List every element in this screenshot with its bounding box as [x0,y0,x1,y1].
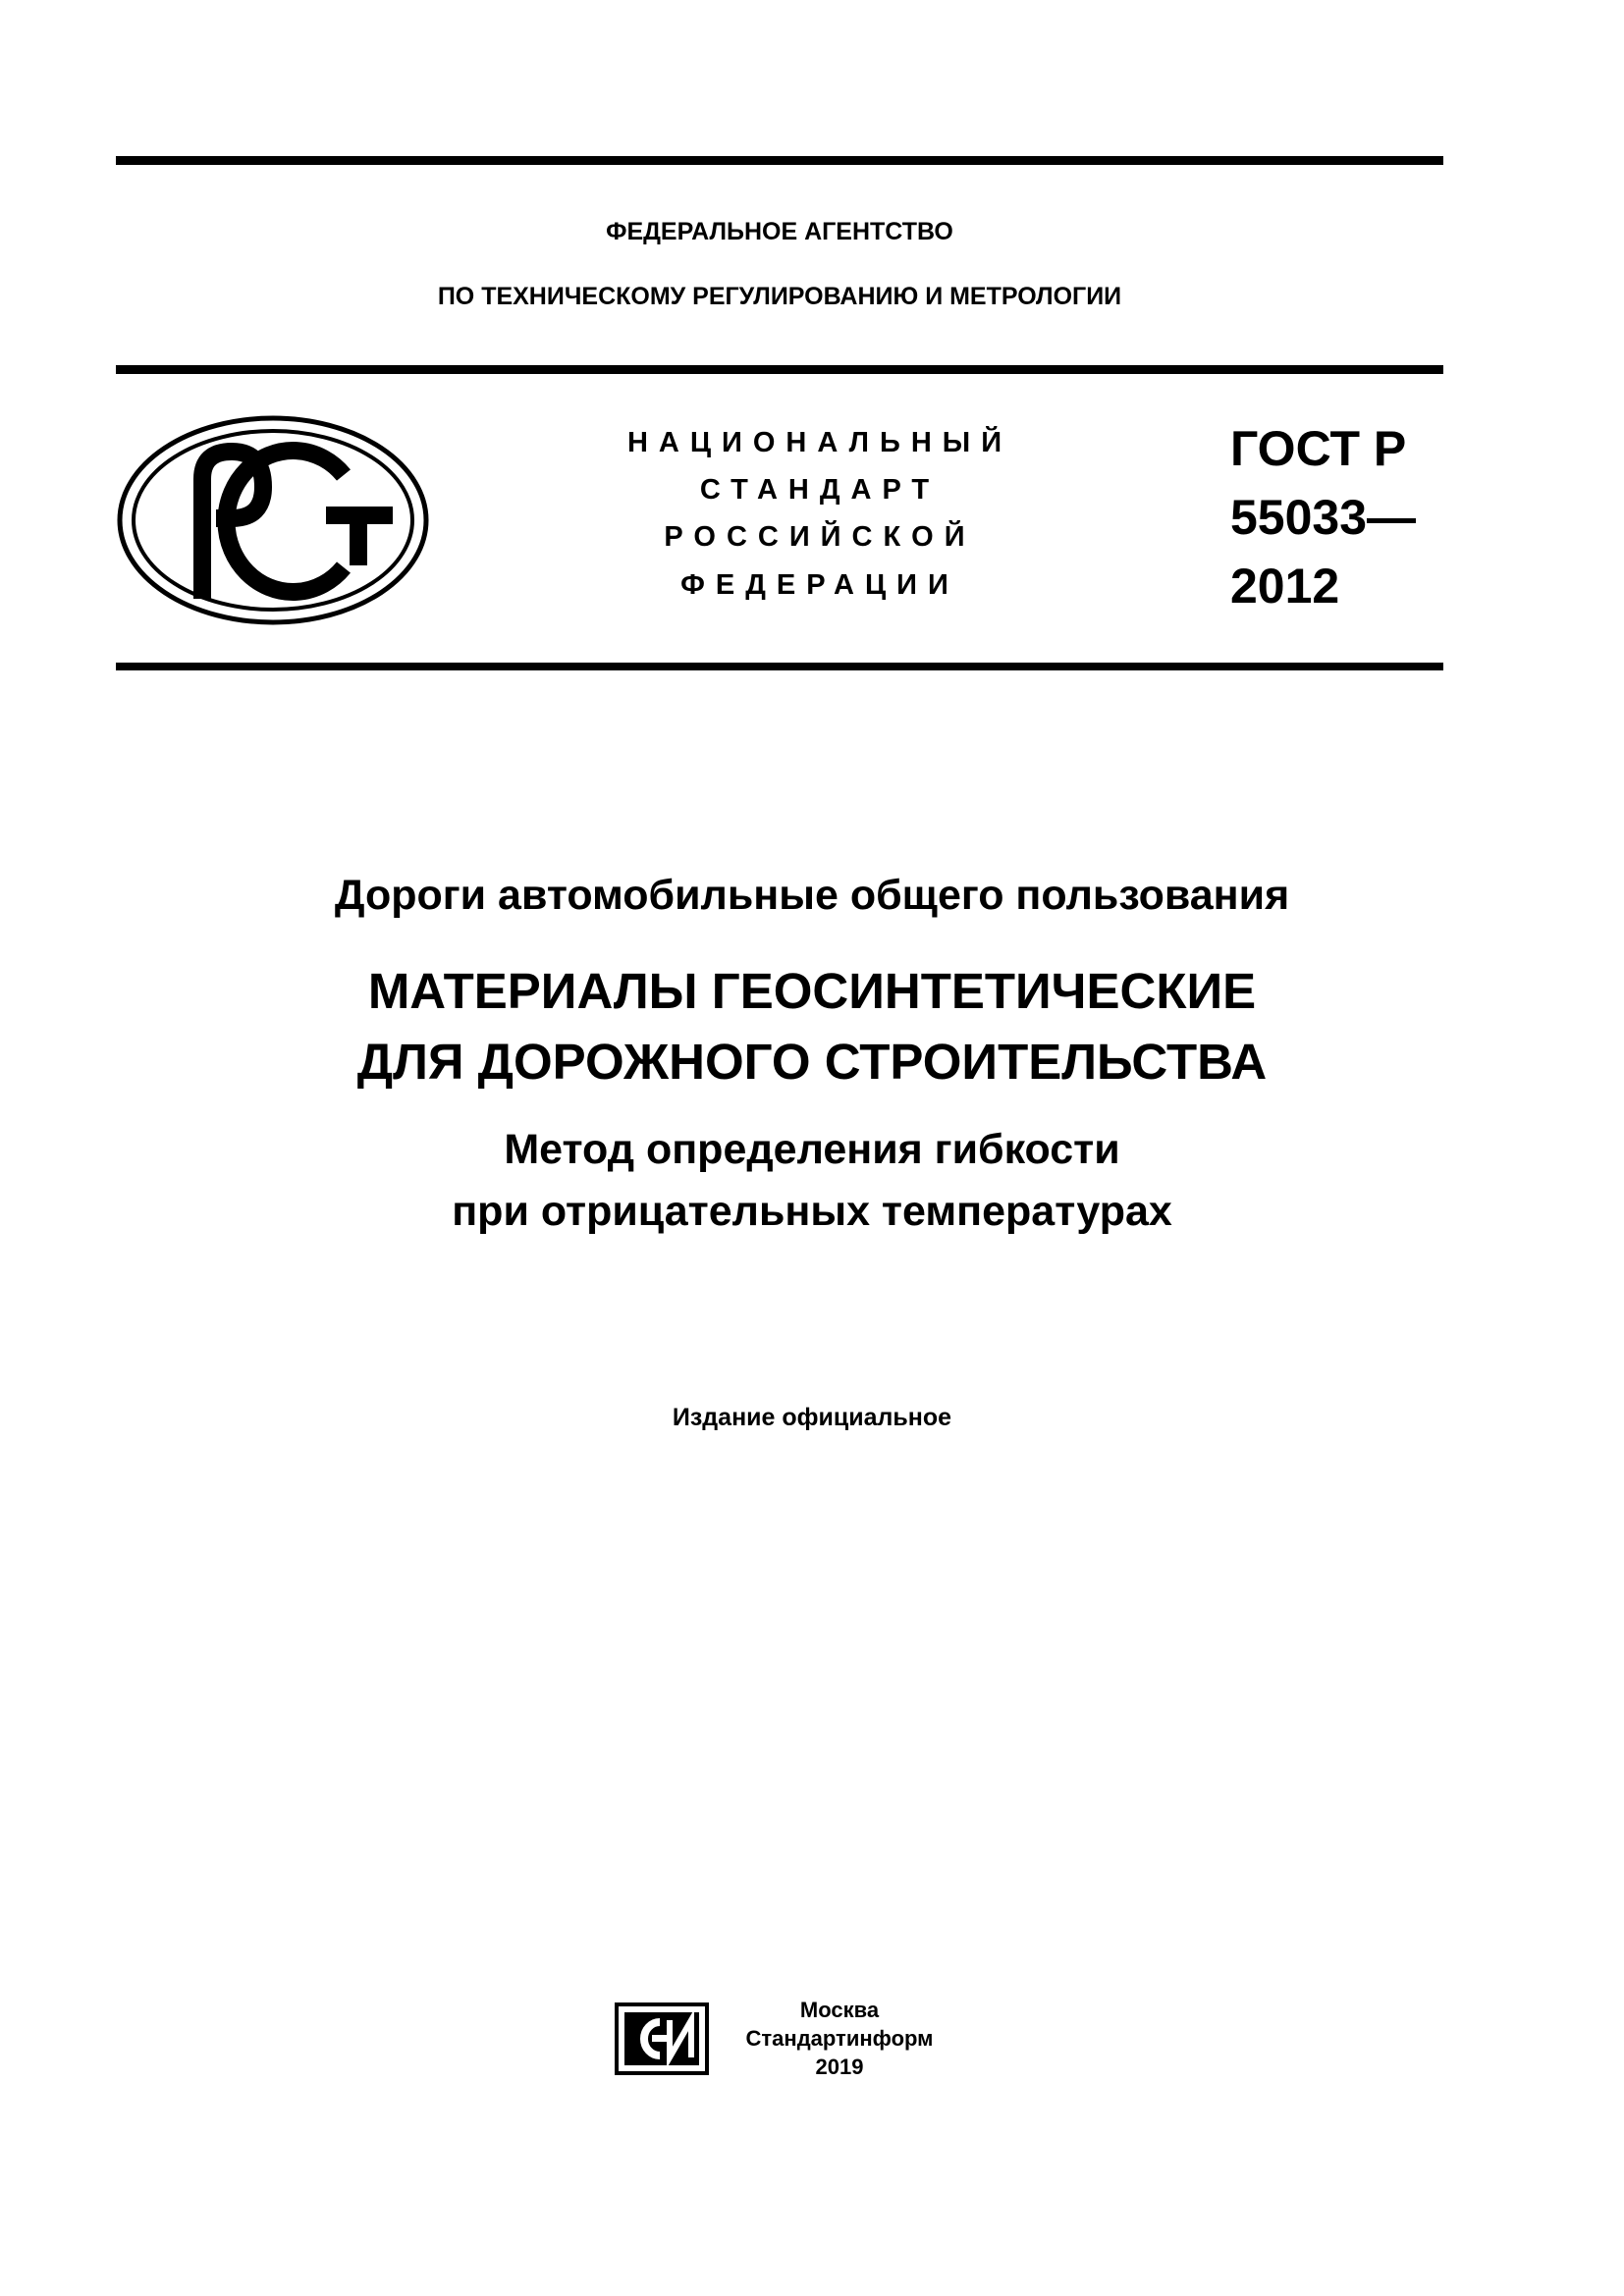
document-title-line: Дороги автомобильные общего пользования [334,872,1290,919]
standard-code-line-2: 55033— [1230,490,1417,545]
header-rule [116,365,1443,374]
national-standard-line-2: СТАНДАРТ [699,474,941,506]
subtitle-line-2: при отрицательных температурах [452,1188,1172,1235]
standartinform-logo-icon [615,2002,709,2075]
national-standard-line-4: ФЕДЕРАЦИИ [680,569,959,601]
national-standard-line-3: РОССИЙСКОЙ [664,521,976,553]
national-standard-line-1: НАЦИОНАЛЬНЫЙ [626,427,1013,458]
publisher-city: Москва [799,1998,880,2022]
edition-label: Издание официальное [672,1404,952,1431]
subtitle-line-1: Метод определения гибкости [504,1126,1120,1173]
publisher-year: 2019 [815,2055,864,2079]
top-rule [116,156,1443,165]
standard-code-line-3: 2012 [1230,559,1340,614]
agency-line-1: ФЕДЕРАЛЬНОЕ АГЕНТСТВО [606,218,953,245]
main-title-line-2: ДЛЯ ДОРОЖНОГО СТРОИТЕЛЬСТВА [356,1034,1268,1090]
agency-line-2: ПО ТЕХНИЧЕСКОМУ РЕГУЛИРОВАНИЮ И МЕТРОЛОГИИ [437,283,1122,310]
main-title-line-1: МАТЕРИАЛЫ ГЕОСИНТЕТИЧЕСКИЕ [367,963,1257,1019]
standard-block-rule [116,663,1443,670]
rst-certification-mark-icon [116,412,430,628]
publisher-name: Стандартинформ [745,2026,934,2051]
standard-code-line-1: ГОСТ Р [1230,421,1407,476]
